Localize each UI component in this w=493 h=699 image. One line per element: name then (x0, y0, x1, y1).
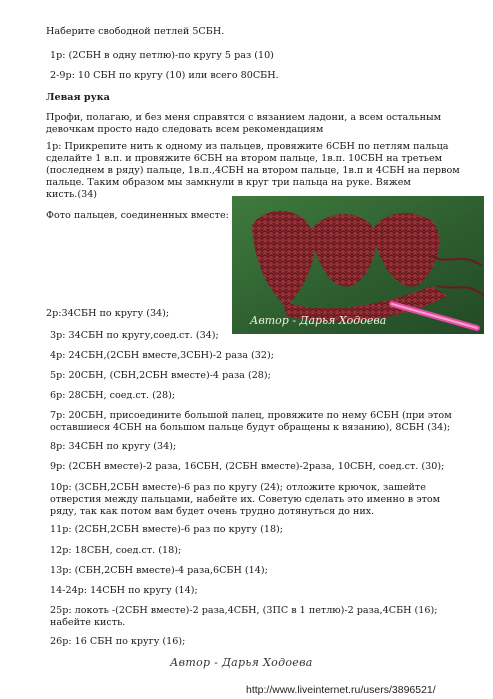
row-9: 9р: (2СБН вместе)-2 раза, 16СБН, (2СБН вместе)-2раза, 10СБН, соед.ст. (30); (50, 461, 445, 472)
row-2-9: 2-9р: 10 СБН по кругу (10) или всего 80СБН. (50, 70, 279, 81)
row-26: 26р: 16 СБН по кругу (16); (50, 636, 186, 647)
paragraph-line: (последнем в ряду) пальце, 1в.п.,4СБН на втором пальце, 1в.п и 4СБН на первом (46, 165, 460, 176)
intro-text: Наберите свободной петлей 5СБН. (46, 26, 225, 37)
row-12: 12р: 18СБН, соед.ст. (18); (50, 545, 182, 556)
row-4: 4р: 24СБН,(2СБН вместе,3СБН)-2 раза (32); (50, 350, 274, 361)
row-5: 5р: 20СБН, (СБН,2СБН вместе)-4 раза (28); (50, 370, 271, 381)
row-line: 10р: (3СБН,2СБН вместе)-6 раз по кругу (24); отложите крючок, зашейте (50, 482, 426, 493)
row-8: 8р: 34СБН по кругу (34); (50, 441, 177, 452)
row-line: оставшиеся 4СБН на большом пальце будут обращены к вязанию), 8СБН (34); (50, 422, 451, 433)
paragraph-line: 1р: Прикрепите нить к одному из пальцев, провяжите 6СБН по петлям пальца (46, 141, 449, 152)
row-6: 6р: 28СБН, соед.ст. (28); (50, 390, 176, 401)
row-line: набейте кисть. (50, 617, 126, 628)
row-line: ряду, так как потом вам будет очень трудно дотянуться до них. (50, 506, 375, 517)
row-line: 7р: 20СБН, присоедините большой палец, провяжите по нему 6СБН (при этом (50, 410, 452, 421)
row-1-instructions (46, 141, 460, 201)
fingers-photo (232, 196, 484, 334)
row-25 (50, 605, 437, 629)
fingers-illustration (232, 196, 484, 334)
photo-watermark: Автор - Дарья Ходоева (250, 314, 387, 327)
paragraph-line: девочкам просто надо следовать всем рекомендациям (46, 124, 324, 135)
paragraph-line: кисть.(34) (46, 189, 98, 200)
paragraph-line: пальце. Таким образом мы замкнули в круг три пальца на руке. Вяжем (46, 177, 411, 188)
row-3: 3р: 34СБН по кругу,соед.ст. (34); (50, 330, 219, 341)
paragraph-line: Профи, полагаю, и без меня справятся с вязанием ладони, а всем остальным (46, 112, 442, 123)
photo-caption: Фото пальцев, соединенных вместе: (46, 210, 229, 221)
row-11: 11р: (2СБН,2СБН вместе)-6 раз по кругу (18); (50, 524, 284, 535)
row-1: 1р: (2СБН в одну петлю)-по кругу 5 раз (10) (50, 50, 274, 61)
paragraph-line: сделайте 1 в.п. и провяжите 6СБН на втором пальце, 1в.п. 10СБН на третьем (46, 153, 443, 164)
row-10 (50, 482, 440, 518)
author-signature: Автор - Дарья Ходоева (170, 656, 313, 669)
row-7 (50, 410, 452, 434)
row-line: отверстия между пальцами, набейте их. Советую сделать это именно в этом (50, 494, 441, 505)
row-2: 2р:34СБН по кругу (34); (46, 308, 170, 319)
source-url-link[interactable]: http://www.liveinternet.ru/users/3896521/ (246, 684, 436, 696)
row-line: 25р: локоть -(2СБН вместе)-2 раза,4СБН, (3ПС в 1 петлю)-2 раза,4СБН (16); (50, 605, 438, 616)
row-14-24: 14-24р: 14СБН по кругу (14); (50, 585, 198, 596)
row-13: 13р: (СБН,2СБН вместе)-4 раза,6СБН (14); (50, 565, 268, 576)
intro-paragraph (46, 112, 441, 136)
section-heading: Левая рука (46, 92, 110, 103)
